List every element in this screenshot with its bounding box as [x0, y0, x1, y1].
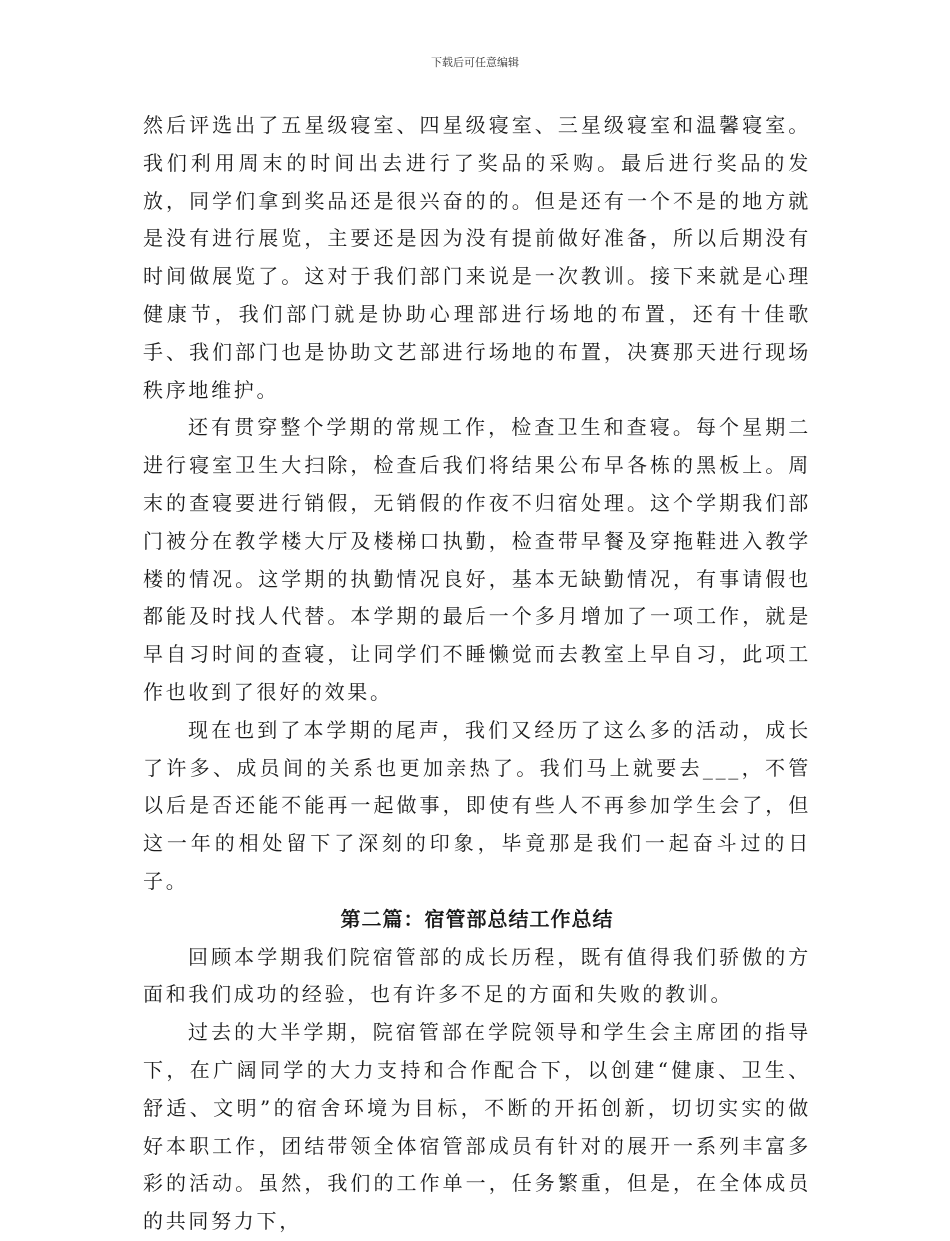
document-body — [143, 107, 811, 1241]
section-title: 第二篇：宿管部总结工作总结 — [340, 906, 614, 931]
paragraph: 过去的大半学期，院宿管部在学院领导和学生会主席团的指导下，在广阔同学的大力支持和合作配合下，以创建“健康、卫生、舒适、文明”的宿舍环境为目标，不断的开拓创新，切切实实的做好本职工作，团结带领全体宿管部成员有针对的展开一系列丰富多彩的活动。虽然，我们的工作单一，任务繁重，但是，在全体成员的共同努力下， — [143, 1020, 811, 1234]
paragraph: 还有贯穿整个学期的常规工作，检查卫生和查寝。每个星期二进行寝室卫生大扫除，检查后我们将结果公布早各栋的黑板上。周末的查寝要进行销假，无销假的作夜不归宿处理。这个学期我们部门被分在教学楼大厅及楼梯口执勤，检查带早餐及穿拖鞋进入教学楼的情况。这学期的执勤情况良好，基本无缺勤情况，有事请假也都能及时找人代替。本学期的最后一个多月增加了一项工作，就是早自习时间的查寝，让同学们不睡懒觉而去教室上早自习，此项工作也收到了很好的效果。 — [143, 415, 811, 704]
paragraph: 然后评选出了五星级寝室、四星级寝室、三星级寝室和温馨寝室。我们利用周末的时间出去进行了奖品的采购。最后进行奖品的发放，同学们拿到奖品还是很兴奋的的。但是还有一个不是的地方就是没有进行展览，主要还是因为没有提前做好准备，所以后期没有时间做展览了。这对于我们部门来说是一次教训。接下来就是心理健康节，我们部门就是协助心理部进行场地的布置，还有十佳歌手、我们部门也是协助文艺部进行场地的布置，决赛那天进行现场秩序地维护。 — [143, 113, 811, 402]
page-header: 下载后可任意编辑 — [431, 56, 519, 69]
paragraph: 现在也到了本学期的尾声，我们又经历了这么多的活动，成长了许多、成员间的关系也更加亲热了。我们马上就要去___，不管以后是否还能不能再一起做事，即使有些人不再参加学生会了，但这一年的相处留下了深刻的印象，毕竟那是我们一起奋斗过的日子。 — [143, 717, 811, 893]
paragraph: 回顾本学期我们院宿管部的成长历程，既有值得我们骄傲的方面和我们成功的经验，也有许多不足的方面和失败的教训。 — [143, 944, 811, 1007]
